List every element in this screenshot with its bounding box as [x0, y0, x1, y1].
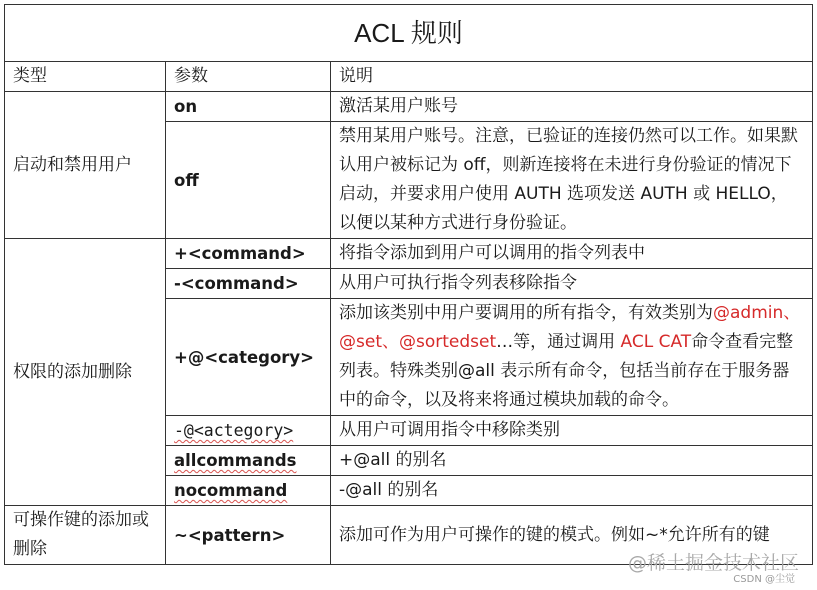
desc-cell: 禁用某用户账号。注意，已验证的连接仍然可以工作。如果默认用户被标记为 off，则新连接将在未进行身份验证的情况下启动，并要求用户使用 AUTH 选项发送 AUTH 或 HELLO，以便以某种方式进行身份验证。 [331, 122, 813, 239]
table-row [5, 92, 813, 122]
desc-cell: 激活某用户账号 [331, 92, 813, 122]
param-cell [166, 446, 331, 476]
desc-text: …等，通过调用 [496, 332, 616, 352]
param-cell: +<command> [166, 239, 331, 269]
param-cell: ~<pattern> [166, 506, 331, 565]
desc-cell [331, 299, 813, 416]
header-type: 类型 [5, 62, 166, 92]
desc-cell: 从用户可调用指令中移除类别 [331, 416, 813, 446]
param-text: -@<actegory> [174, 421, 294, 440]
header-param: 参数 [166, 62, 331, 92]
type-cell: 启动和禁用用户 [5, 92, 166, 239]
acl-cat-command: ACL CAT [620, 332, 692, 352]
desc-text: 添加该类别中用户要调用的所有指令，有效类别为 [339, 303, 713, 323]
table-title: ACL 规则 [5, 5, 813, 62]
header-desc: 说明 [331, 62, 813, 92]
category-examples: @admin、@set、@sortedset [339, 303, 801, 352]
desc-cell: +@all 的别名 [331, 446, 813, 476]
desc-cell: 从用户可执行指令列表移除指令 [331, 269, 813, 299]
title-row [5, 5, 813, 62]
watermark-sub: CSDN @尘觉 [733, 574, 795, 585]
param-text: nocommand [174, 481, 288, 500]
table-row [5, 239, 813, 269]
param-cell: +@<category> [166, 299, 331, 416]
watermark: @稀土掘金技术社区 [627, 552, 799, 574]
param-cell [166, 416, 331, 446]
header-row [5, 62, 813, 92]
type-cell: 可操作键的添加或删除 [5, 506, 166, 565]
param-cell: on [166, 92, 331, 122]
type-cell: 权限的添加删除 [5, 239, 166, 506]
param-cell: off [166, 122, 331, 239]
param-text: allcommands [174, 451, 297, 470]
desc-text: 命令查看完整列表。特殊类别@all 表示所有命令，包括当前存在于服务器中的命令，以及将来将通过模块加载的命令。 [339, 332, 794, 410]
desc-cell: 将指令添加到用户可以调用的指令列表中 [331, 239, 813, 269]
param-cell: -<command> [166, 269, 331, 299]
acl-rules-table [4, 4, 813, 565]
desc-cell: 添加可作为用户可操作的键的模式。例如~*允许所有的键 [331, 506, 813, 565]
param-cell [166, 476, 331, 506]
desc-cell: -@all 的别名 [331, 476, 813, 506]
